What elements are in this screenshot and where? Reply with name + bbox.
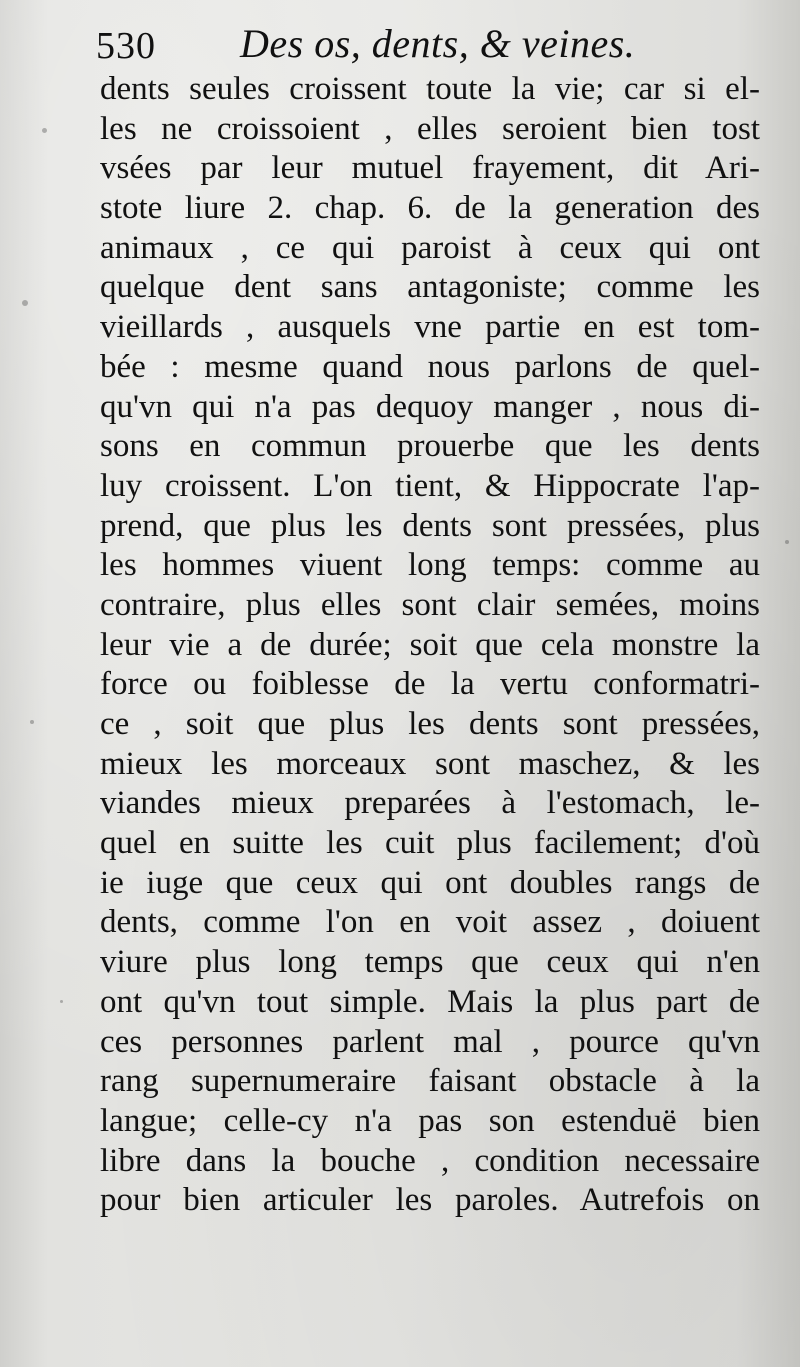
text-line: quelque dent sans antagoniste; comme les (100, 269, 760, 306)
text-line: ce , soit que plus les dents sont pressées, (100, 706, 760, 742)
text-line: les ne croissoient , elles seroient bien tost (100, 110, 760, 147)
page-number: 530 (96, 25, 156, 67)
text-line: dents seules croissent toute la vie; car si el- (100, 71, 760, 107)
text-line: libre dans la bouche , condition necessaire (100, 1142, 760, 1179)
text-line: force ou foiblesse de la vertu conformatri- (100, 666, 760, 703)
text-line: pour bien articuler les paroles. Autrefois on (100, 1182, 760, 1219)
paper-speck (22, 300, 28, 306)
text-line: contraire, plus elles sont clair semées, moins (100, 586, 760, 623)
running-head: Des os, dents, & veines. (240, 21, 636, 66)
paper-speck (30, 720, 34, 724)
text-line: viure plus long temps que ceux qui n'en (100, 944, 760, 981)
paper-speck (42, 128, 47, 133)
text-line: ces personnes parlent mal , pource qu'vn (100, 1023, 760, 1060)
text-line: bée : mesme quand nous parlons de quel- (100, 348, 760, 385)
text-line: luy croissent. L'on tient, & Hippocrate l'ap- (100, 467, 760, 504)
text-line: sons en commun prouerbe que les dents (100, 428, 760, 465)
text-line: viandes mieux preparées à l'estomach, le- (100, 785, 760, 822)
paper-speck (785, 540, 789, 544)
text-line: leur vie a de durée; soit que cela monstre la (100, 626, 760, 663)
text-line: ie iuge que ceux qui ont doubles rangs de (100, 864, 760, 901)
paper-speck (60, 1000, 63, 1003)
text-line: les hommes viuent long temps: comme au (100, 547, 760, 584)
text-line: mieux les morceaux sont maschez, & les (100, 745, 760, 782)
body-text (100, 70, 760, 1221)
page-header (96, 14, 756, 74)
text-line: stote liure 2. chap. 6. de la generation des (100, 190, 760, 227)
text-line: rang supernumeraire faisant obstacle à la (100, 1063, 760, 1100)
text-line: quel en suitte les cuit plus facilement; d'où (100, 825, 760, 862)
text-line: qu'vn qui n'a pas dequoy manger , nous di- (100, 388, 760, 425)
text-line: prend, que plus les dents sont pressées, plus (100, 507, 760, 544)
text-line: langue; celle-cy n'a pas son estenduë bien (100, 1102, 760, 1139)
text-line: ont qu'vn tout simple. Mais la plus part de (100, 983, 760, 1020)
text-line: vsées par leur mutuel frayement, dit Ari- (100, 150, 760, 187)
text-line: vieillards , ausquels vne partie en est tom- (100, 309, 760, 346)
text-line: animaux , ce qui paroist à ceux qui ont (100, 229, 760, 266)
text-line: dents, comme l'on en voit assez , doiuent (100, 904, 760, 941)
